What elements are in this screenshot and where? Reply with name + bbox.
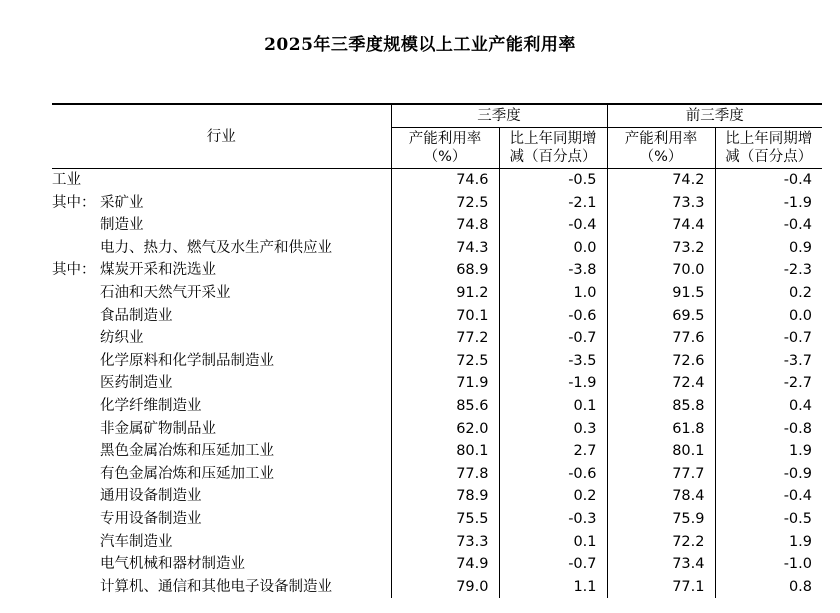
q3-change-cell: -0.3 (499, 508, 607, 531)
table-row (52, 418, 822, 441)
ytd-rate-cell: 73.4 (607, 553, 715, 576)
industry-name: 计算机、通信和其他电子设备制造业 (100, 578, 332, 595)
ytd-rate-cell: 75.9 (607, 508, 715, 531)
q3-rate-header-line1: 产能利用率 (408, 131, 482, 147)
industry-name: 医药制造业 (100, 375, 173, 392)
industry-cell (52, 327, 391, 350)
q3-change-cell: -0.7 (499, 327, 607, 350)
ytd-change-cell: -0.8 (783, 420, 812, 437)
q3-rate-cell: 79.0 (391, 576, 499, 599)
q3-rate-cell: 74.9 (391, 553, 499, 576)
industry-header: 行业 (52, 104, 391, 169)
industry-name: 化学原料和化学制品制造业 (100, 352, 274, 369)
q3-change-cell: 1.1 (499, 576, 607, 599)
industry-name: 非金属矿物制品业 (100, 420, 216, 437)
q3-rate-cell: 75.5 (391, 508, 499, 531)
q3-group-header: 三季度 (391, 104, 607, 128)
industry-name: 采矿业 (100, 194, 144, 211)
industry-name: 电力、热力、燃气及水生产和供应业 (100, 239, 332, 256)
ytd-rate-cell: 78.4 (607, 485, 715, 508)
ytd-change-cell: -2.3 (783, 262, 812, 279)
table-row (52, 169, 822, 192)
industry-cell (52, 372, 391, 395)
industry-cell (52, 508, 391, 531)
q3-change-cell: -3.5 (499, 350, 607, 373)
ytd-change-cell: 1.9 (788, 443, 812, 460)
q3-rate-cell: 85.6 (391, 395, 499, 418)
q3-rate-cell: 77.8 (391, 463, 499, 486)
ytd-change-header (715, 128, 822, 169)
q3-rate-cell: 68.9 (391, 259, 499, 282)
table-row (52, 192, 822, 215)
q3-change-cell: -0.5 (499, 169, 607, 192)
q3-rate-cell: 80.1 (391, 440, 499, 463)
table-row (52, 395, 822, 418)
q3-rate-cell: 70.1 (391, 305, 499, 328)
q3-change-cell: -2.1 (499, 192, 607, 215)
industry-name: 通用设备制造业 (100, 488, 202, 505)
ytd-change-cell: -1.0 (783, 556, 812, 573)
q3-change-cell: 2.7 (499, 440, 607, 463)
table-row (52, 508, 822, 531)
table-row (52, 576, 822, 599)
industry-name: 黑色金属冶炼和压延加工业 (100, 443, 274, 460)
ytd-change-cell: -2.7 (783, 375, 812, 392)
q3-rate-cell: 73.3 (391, 531, 499, 554)
industry-name: 汽车制造业 (100, 533, 173, 550)
ytd-rate-cell: 77.7 (607, 463, 715, 486)
industry-cell (52, 350, 391, 373)
q3-rate-cell: 72.5 (391, 192, 499, 215)
ytd-change-cell: -0.4 (783, 488, 812, 505)
q3-rate-cell: 91.2 (391, 282, 499, 305)
table-row (52, 327, 822, 350)
ytd-rate-cell: 70.0 (607, 259, 715, 282)
ytd-change-cell: 0.0 (788, 307, 812, 324)
ytd-rate-cell: 73.3 (607, 192, 715, 215)
q3-rate-cell: 78.9 (391, 485, 499, 508)
industry-name: 食品制造业 (100, 307, 173, 324)
table-row (52, 463, 822, 486)
q3-change-cell: 0.2 (499, 485, 607, 508)
table-row (52, 553, 822, 576)
capacity-utilization-table (52, 103, 822, 598)
ytd-rate-cell: 80.1 (607, 440, 715, 463)
table-row (52, 214, 822, 237)
ytd-change-header-line2: 减（百分点） (725, 149, 813, 165)
industry-name: 煤炭开采和洗选业 (100, 262, 216, 279)
ytd-rate-cell: 69.5 (607, 305, 715, 328)
q3-change-cell: -0.4 (499, 214, 607, 237)
ytd-change-cell: -3.7 (783, 352, 812, 369)
industry-cell (52, 531, 391, 554)
table-row (52, 237, 822, 260)
industry-cell (52, 418, 391, 441)
q3-change-cell: -0.6 (499, 305, 607, 328)
industry-name: 有色金属冶炼和压延加工业 (100, 465, 274, 482)
industry-cell (52, 169, 391, 192)
industry-name: 专用设备制造业 (100, 510, 202, 527)
industry-cell (52, 282, 391, 305)
page-title: 2025年三季度规模以上工业产能利用率 (264, 35, 576, 55)
ytd-rate-header-line2: （%） (639, 149, 683, 165)
industry-name: 石油和天然气开采业 (100, 284, 231, 301)
ytd-change-cell: -0.4 (783, 217, 812, 234)
ytd-rate-cell: 77.6 (607, 327, 715, 350)
ytd-change-cell: 0.8 (788, 578, 812, 595)
q3-rate-cell: 74.6 (391, 169, 499, 192)
industry-cell (52, 237, 391, 260)
ytd-change-cell: -0.4 (783, 172, 812, 188)
industry-cell (52, 463, 391, 486)
table-row (52, 350, 822, 373)
q3-rate-cell: 62.0 (391, 418, 499, 441)
q3-rate-cell: 74.3 (391, 237, 499, 260)
industry-prefix: 其中： (52, 262, 96, 279)
table-row (52, 485, 822, 508)
ytd-change-cell: -0.7 (783, 330, 812, 347)
ytd-rate-header-line1: 产能利用率 (624, 131, 698, 147)
q3-change-cell: -0.7 (499, 553, 607, 576)
q3-change-cell: 0.0 (499, 237, 607, 260)
ytd-change-cell: 0.9 (788, 239, 812, 256)
industry-name: 电气机械和器材制造业 (100, 556, 245, 573)
table-body (52, 169, 822, 599)
q3-rate-header-line2: （%） (423, 149, 467, 165)
industry-prefix: 其中： (52, 194, 96, 211)
industry-cell (52, 259, 391, 282)
table-row (52, 531, 822, 554)
ytd-change-cell: -0.5 (783, 510, 812, 527)
ytd-change-cell: 1.9 (788, 533, 812, 550)
ytd-change-cell: 0.2 (788, 284, 812, 301)
ytd-change-cell: -1.9 (783, 194, 812, 211)
q3-change-cell: 0.1 (499, 531, 607, 554)
ytd-rate-header (607, 128, 715, 169)
ytd-rate-cell: 72.4 (607, 372, 715, 395)
ytd-rate-cell: 85.8 (607, 395, 715, 418)
ytd-rate-cell: 73.2 (607, 237, 715, 260)
q3-change-header-line1: 比上年同期增 (509, 131, 597, 147)
ytd-rate-cell: 74.4 (607, 214, 715, 237)
q3-rate-header (391, 128, 499, 169)
industry-cell (52, 305, 391, 328)
q3-change-header (499, 128, 607, 169)
industry-cell (52, 440, 391, 463)
industry-cell (52, 395, 391, 418)
q3-change-cell: 0.1 (499, 395, 607, 418)
table-row (52, 372, 822, 395)
industry-cell (52, 485, 391, 508)
q3-change-cell: -1.9 (499, 372, 607, 395)
industry-cell (52, 214, 391, 237)
q3-change-header-line2: 减（百分点） (509, 149, 597, 165)
industry-cell (52, 192, 391, 215)
ytd-change-cell: -0.9 (783, 465, 812, 482)
table-row (52, 282, 822, 305)
ytd-rate-cell: 74.2 (607, 169, 715, 192)
table-row (52, 259, 822, 282)
ytd-group-header: 前三季度 (607, 104, 822, 128)
q3-rate-cell: 74.8 (391, 214, 499, 237)
industry-name: 制造业 (100, 217, 144, 234)
ytd-rate-cell: 72.2 (607, 531, 715, 554)
q3-change-cell: 0.3 (499, 418, 607, 441)
industry-prefix: 工业 (52, 172, 81, 188)
industry-name: 纺织业 (100, 330, 144, 347)
ytd-rate-cell: 72.6 (607, 350, 715, 373)
ytd-rate-cell: 61.8 (607, 418, 715, 441)
table-row (52, 305, 822, 328)
industry-cell (52, 576, 391, 599)
ytd-change-cell: 0.4 (788, 397, 812, 414)
q3-rate-cell: 72.5 (391, 350, 499, 373)
industry-cell (52, 553, 391, 576)
q3-rate-cell: 71.9 (391, 372, 499, 395)
q3-change-cell: -0.6 (499, 463, 607, 486)
q3-change-cell: -3.8 (499, 259, 607, 282)
table-row (52, 440, 822, 463)
ytd-rate-cell: 91.5 (607, 282, 715, 305)
ytd-rate-cell: 77.1 (607, 576, 715, 599)
q3-change-cell: 1.0 (499, 282, 607, 305)
ytd-change-header-line1: 比上年同期增 (725, 131, 813, 147)
q3-rate-cell: 77.2 (391, 327, 499, 350)
industry-name: 化学纤维制造业 (100, 397, 202, 414)
